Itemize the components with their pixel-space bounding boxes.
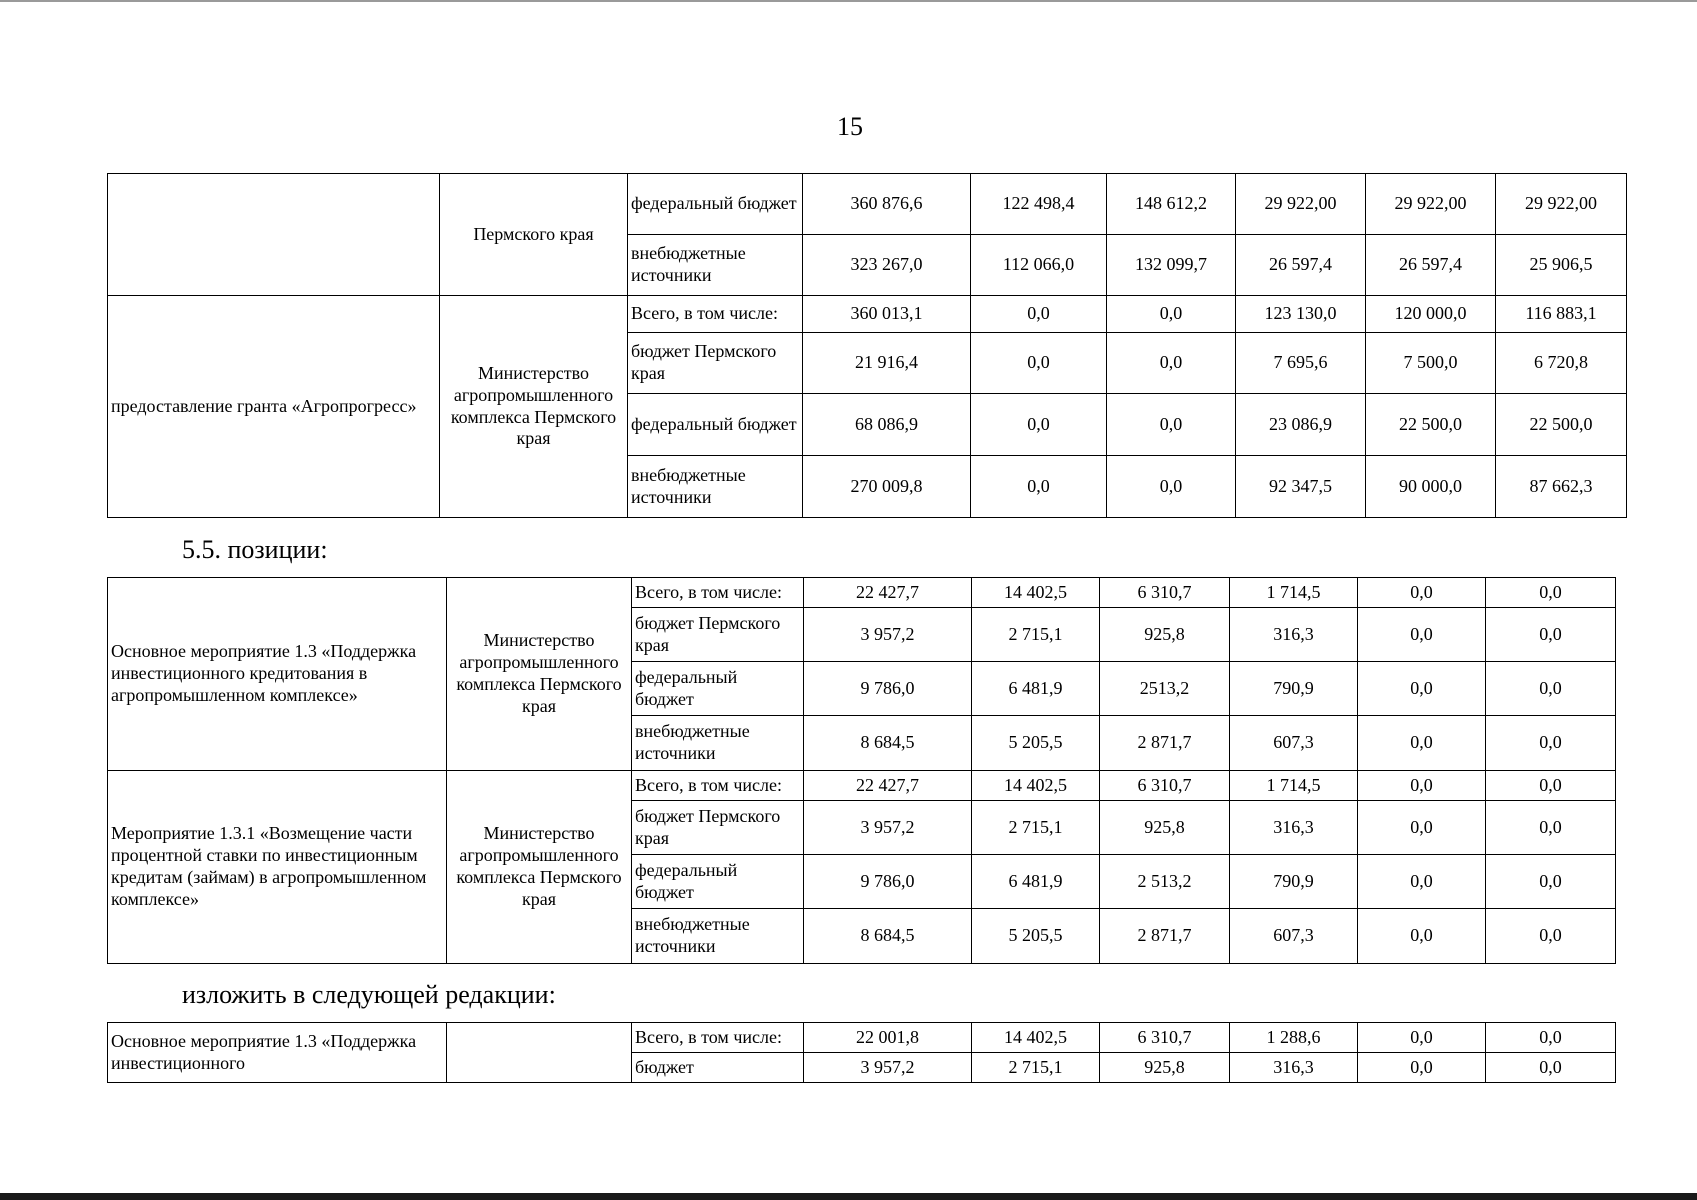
- value-cell: 0,0: [1107, 296, 1236, 333]
- value-cell: 26 597,4: [1236, 235, 1366, 296]
- value-cell: 68 086,9: [803, 394, 971, 456]
- value-cell: 0,0: [1358, 578, 1486, 608]
- value-cell: 14 402,5: [972, 578, 1100, 608]
- value-cell: 92 347,5: [1236, 456, 1366, 518]
- value-cell: 22 500,0: [1496, 394, 1627, 456]
- value-cell: 2 715,1: [972, 608, 1100, 662]
- section-heading: 5.5. позиции:: [182, 535, 328, 564]
- value-cell: 0,0: [971, 333, 1107, 394]
- value-cell: 22 427,7: [804, 771, 972, 801]
- value-cell: 360 876,6: [803, 174, 971, 235]
- value-cell: 6 310,7: [1100, 771, 1230, 801]
- value-cell: 116 883,1: [1496, 296, 1627, 333]
- value-cell: 3 957,2: [804, 1053, 972, 1083]
- value-cell: 26 597,4: [1366, 235, 1496, 296]
- measure-name-cell: предоставление гранта «Агропрогресс»: [108, 296, 440, 518]
- value-cell: 0,0: [1358, 662, 1486, 716]
- value-cell: 0,0: [1358, 1053, 1486, 1083]
- table-new-edition: [107, 1022, 1616, 1083]
- value-cell: 148 612,2: [1107, 174, 1236, 235]
- value-cell: 29 922,00: [1236, 174, 1366, 235]
- value-cell: 0,0: [971, 296, 1107, 333]
- value-cell: 0,0: [1486, 909, 1616, 964]
- source-cell: внебюджетные источники: [628, 235, 803, 296]
- responsible-cell: Министерство агропромышленного комплекса Пермского края: [447, 771, 632, 964]
- source-cell: Всего, в том числе:: [632, 578, 804, 608]
- value-cell: 132 099,7: [1107, 235, 1236, 296]
- source-cell: бюджет: [632, 1053, 804, 1083]
- value-cell: 0,0: [971, 456, 1107, 518]
- value-cell: 6 720,8: [1496, 333, 1627, 394]
- value-cell: 0,0: [971, 394, 1107, 456]
- value-cell: 120 000,0: [1366, 296, 1496, 333]
- value-cell: 21 916,4: [803, 333, 971, 394]
- value-cell: 6 310,7: [1100, 578, 1230, 608]
- value-cell: 0,0: [1486, 1023, 1616, 1053]
- page-number: 15: [837, 112, 863, 141]
- value-cell: 0,0: [1358, 1023, 1486, 1053]
- value-cell: 0,0: [1486, 771, 1616, 801]
- table-positions: [107, 577, 1616, 964]
- value-cell: 1 714,5: [1230, 771, 1358, 801]
- name-cell: [108, 174, 440, 296]
- value-cell: 0,0: [1107, 456, 1236, 518]
- responsible-cell: Министерство агропромышленного комплекса Пермского края: [440, 296, 628, 518]
- value-cell: 14 402,5: [972, 771, 1100, 801]
- value-cell: 607,3: [1230, 716, 1358, 771]
- value-cell: 123 130,0: [1236, 296, 1366, 333]
- value-cell: 22 427,7: [804, 578, 972, 608]
- value-cell: 360 013,1: [803, 296, 971, 333]
- source-cell: федеральный бюджет: [628, 394, 803, 456]
- source-cell: Всего, в том числе:: [632, 1023, 804, 1053]
- value-cell: 6 481,9: [972, 855, 1100, 909]
- value-cell: 9 786,0: [804, 855, 972, 909]
- value-cell: 316,3: [1230, 608, 1358, 662]
- value-cell: 925,8: [1100, 801, 1230, 855]
- value-cell: 1 288,6: [1230, 1023, 1358, 1053]
- value-cell: 7 695,6: [1236, 333, 1366, 394]
- value-cell: 0,0: [1486, 608, 1616, 662]
- measure-name-cell: Основное мероприятие 1.3 «Поддержка инвестиционного: [108, 1023, 447, 1083]
- value-cell: 316,3: [1230, 801, 1358, 855]
- value-cell: 25 906,5: [1496, 235, 1627, 296]
- value-cell: 9 786,0: [804, 662, 972, 716]
- value-cell: 23 086,9: [1236, 394, 1366, 456]
- value-cell: 0,0: [1358, 716, 1486, 771]
- value-cell: 22 500,0: [1366, 394, 1496, 456]
- table-continuation: [107, 173, 1627, 518]
- value-cell: 87 662,3: [1496, 456, 1627, 518]
- value-cell: 2 715,1: [972, 801, 1100, 855]
- value-cell: 270 009,8: [803, 456, 971, 518]
- value-cell: 29 922,00: [1496, 174, 1627, 235]
- value-cell: 323 267,0: [803, 235, 971, 296]
- value-cell: 22 001,8: [804, 1023, 972, 1053]
- source-cell: Всего, в том числе:: [628, 296, 803, 333]
- value-cell: 0,0: [1107, 394, 1236, 456]
- value-cell: 7 500,0: [1366, 333, 1496, 394]
- scan-edge-top: [0, 0, 1697, 2]
- value-cell: 0,0: [1358, 855, 1486, 909]
- value-cell: 316,3: [1230, 1053, 1358, 1083]
- source-cell: бюджет Пермского края: [632, 608, 804, 662]
- value-cell: 0,0: [1358, 771, 1486, 801]
- value-cell: 1 714,5: [1230, 578, 1358, 608]
- source-cell: внебюджетные источники: [632, 909, 804, 964]
- source-cell: федеральный бюджет: [632, 662, 804, 716]
- source-cell: бюджет Пермского края: [628, 333, 803, 394]
- table-row: [108, 1023, 1616, 1053]
- value-cell: 3 957,2: [804, 801, 972, 855]
- value-cell: 2513,2: [1100, 662, 1230, 716]
- measure-name-cell: Основное мероприятие 1.3 «Поддержка инвестиционного кредитования в агропромышленном комплексе»: [108, 578, 447, 771]
- value-cell: 112 066,0: [971, 235, 1107, 296]
- value-cell: 5 205,5: [972, 716, 1100, 771]
- value-cell: 2 513,2: [1100, 855, 1230, 909]
- value-cell: 14 402,5: [972, 1023, 1100, 1053]
- value-cell: 0,0: [1486, 662, 1616, 716]
- value-cell: 29 922,00: [1366, 174, 1496, 235]
- value-cell: 0,0: [1486, 801, 1616, 855]
- value-cell: 8 684,5: [804, 716, 972, 771]
- value-cell: 607,3: [1230, 909, 1358, 964]
- table-row: [108, 578, 1616, 608]
- value-cell: 122 498,4: [971, 174, 1107, 235]
- value-cell: 90 000,0: [1366, 456, 1496, 518]
- table-row: [108, 174, 1627, 235]
- value-cell: 6 481,9: [972, 662, 1100, 716]
- value-cell: 0,0: [1107, 333, 1236, 394]
- scan-edge-bottom: [0, 1193, 1697, 1200]
- value-cell: 0,0: [1358, 608, 1486, 662]
- value-cell: 6 310,7: [1100, 1023, 1230, 1053]
- value-cell: 8 684,5: [804, 909, 972, 964]
- responsible-cell: Министерство агропромышленного комплекса Пермского края: [447, 578, 632, 771]
- value-cell: 0,0: [1486, 1053, 1616, 1083]
- responsible-cell: [447, 1023, 632, 1083]
- source-cell: федеральный бюджет: [632, 855, 804, 909]
- value-cell: 790,9: [1230, 662, 1358, 716]
- table-row: [108, 296, 1627, 333]
- source-cell: внебюджетные источники: [628, 456, 803, 518]
- value-cell: 2 871,7: [1100, 909, 1230, 964]
- section-heading: изложить в следующей редакции:: [182, 980, 556, 1009]
- measure-name-cell: Мероприятие 1.3.1 «Возмещение части процентной ставки по инвестиционным кредитам (займам) в агропромышленном комплексе»: [108, 771, 447, 964]
- source-cell: федеральный бюджет: [628, 174, 803, 235]
- table-row: [108, 771, 1616, 801]
- value-cell: 0,0: [1358, 801, 1486, 855]
- value-cell: 925,8: [1100, 608, 1230, 662]
- value-cell: 790,9: [1230, 855, 1358, 909]
- value-cell: 0,0: [1358, 909, 1486, 964]
- source-cell: Всего, в том числе:: [632, 771, 804, 801]
- value-cell: 2 871,7: [1100, 716, 1230, 771]
- value-cell: 0,0: [1486, 855, 1616, 909]
- value-cell: 0,0: [1486, 716, 1616, 771]
- value-cell: 2 715,1: [972, 1053, 1100, 1083]
- value-cell: 0,0: [1486, 578, 1616, 608]
- responsible-cell: Пермского края: [440, 174, 628, 296]
- value-cell: 5 205,5: [972, 909, 1100, 964]
- value-cell: 925,8: [1100, 1053, 1230, 1083]
- value-cell: 3 957,2: [804, 608, 972, 662]
- source-cell: внебюджетные источники: [632, 716, 804, 771]
- source-cell: бюджет Пермского края: [632, 801, 804, 855]
